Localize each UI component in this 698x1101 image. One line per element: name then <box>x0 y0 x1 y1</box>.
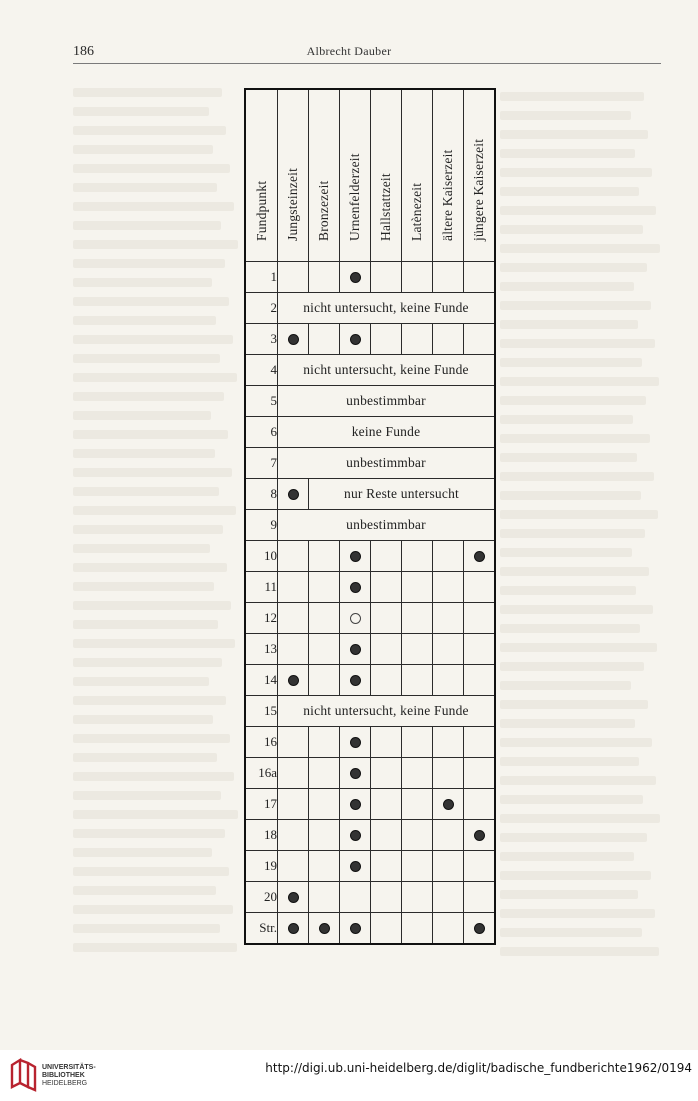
bleed-through-line <box>73 886 216 895</box>
bleed-through-line <box>500 719 635 728</box>
period-cell <box>371 603 402 634</box>
period-cell <box>433 572 464 603</box>
period-cell <box>340 789 371 820</box>
filled-dot-icon <box>288 892 299 903</box>
filled-dot-icon <box>350 582 361 593</box>
period-cell <box>464 541 496 572</box>
period-cell <box>278 479 309 510</box>
fundpunkt-number: 15 <box>245 696 278 727</box>
period-cell <box>402 634 433 665</box>
bleed-through-line <box>73 696 226 705</box>
period-cell <box>464 603 496 634</box>
bleed-through-line <box>73 411 211 420</box>
bleed-through-line <box>500 130 648 139</box>
bleed-through-line <box>500 928 642 937</box>
bleed-through-line <box>73 335 233 344</box>
fundpunkt-number: 17 <box>245 789 278 820</box>
bleed-through-line <box>500 605 653 614</box>
period-cell <box>278 913 309 945</box>
bleed-through-line <box>500 738 652 747</box>
period-cell <box>278 727 309 758</box>
bleed-through-line <box>73 373 237 382</box>
period-cell <box>340 665 371 696</box>
library-name-line3: HEIDELBERG <box>42 1080 88 1087</box>
table-row <box>245 665 495 696</box>
fundpunkt-number: 12 <box>245 603 278 634</box>
column-header <box>371 89 402 262</box>
bleed-through-line <box>73 734 230 743</box>
period-cell <box>464 851 496 882</box>
bleed-through-line <box>500 662 644 671</box>
row-note: unbestimmbar <box>278 510 496 541</box>
column-header <box>309 89 340 262</box>
column-header-label: Jungsteinzeit <box>285 167 300 241</box>
bleed-through-line <box>500 282 634 291</box>
period-cell <box>278 665 309 696</box>
period-cell <box>433 603 464 634</box>
bleed-through-line <box>73 525 223 534</box>
library-name <box>42 1064 96 1088</box>
period-cell <box>402 851 433 882</box>
source-url-link[interactable]: http://digi.ub.uni-heidelberg.de/diglit/badische_fundberichte1962/0194 <box>265 1061 692 1075</box>
table-row <box>245 572 495 603</box>
table-row <box>245 851 495 882</box>
bleed-through-line <box>73 487 219 496</box>
bleed-through-line <box>500 548 632 557</box>
filled-dot-icon <box>350 737 361 748</box>
column-header-label: Fundpunkt <box>253 180 269 241</box>
filled-dot-icon <box>350 334 361 345</box>
table-row <box>245 758 495 789</box>
bleed-through-line <box>500 187 639 196</box>
table-row <box>245 727 495 758</box>
bleed-through-line <box>73 848 212 857</box>
period-cell <box>464 262 496 293</box>
fundpunkt-number: 9 <box>245 510 278 541</box>
row-note: unbestimmbar <box>278 448 496 479</box>
column-header-label: jüngere Kaiserzeit <box>471 138 486 241</box>
filled-dot-icon <box>288 923 299 934</box>
period-cell <box>340 262 371 293</box>
bleed-through-line <box>500 92 644 101</box>
period-cell <box>371 758 402 789</box>
period-cell <box>309 262 340 293</box>
period-cell <box>433 820 464 851</box>
column-header <box>340 89 371 262</box>
period-cell <box>278 851 309 882</box>
period-cell <box>402 262 433 293</box>
bleed-through-line <box>73 867 229 876</box>
period-cell <box>464 913 496 945</box>
period-cell <box>340 541 371 572</box>
bleed-through-line <box>500 776 656 785</box>
period-cell <box>464 789 496 820</box>
fundpunkt-number: 3 <box>245 324 278 355</box>
bleed-through-line <box>500 206 656 215</box>
period-cell <box>433 851 464 882</box>
period-cell <box>278 572 309 603</box>
bleed-through-line <box>73 449 215 458</box>
period-cell <box>371 913 402 945</box>
period-cell <box>371 851 402 882</box>
period-cell <box>433 758 464 789</box>
filled-dot-icon <box>319 923 330 934</box>
bleed-through-line <box>73 202 234 211</box>
period-cell <box>340 758 371 789</box>
column-header-label: Hallstattzeit <box>378 173 393 241</box>
table-row <box>245 293 495 324</box>
bleed-through-line <box>500 700 648 709</box>
bleed-through-line <box>500 909 655 918</box>
bleed-through-line <box>500 225 643 234</box>
table-body <box>245 262 495 945</box>
bleed-through-line <box>73 468 232 477</box>
table-row <box>245 355 495 386</box>
bleed-through-line <box>73 107 209 116</box>
fundpunkt-number: 19 <box>245 851 278 882</box>
period-cell <box>340 634 371 665</box>
bleed-through-line <box>73 430 228 439</box>
period-cell <box>371 324 402 355</box>
fundpunkt-number: 11 <box>245 572 278 603</box>
period-cell <box>278 758 309 789</box>
period-cell <box>402 541 433 572</box>
filled-dot-icon <box>350 861 361 872</box>
bleed-through-line <box>73 715 213 724</box>
period-cell <box>402 758 433 789</box>
period-cell <box>340 820 371 851</box>
bleed-through-line <box>73 259 225 268</box>
period-cell <box>309 851 340 882</box>
period-cell <box>371 262 402 293</box>
bleed-through-line <box>500 320 638 329</box>
bleed-through-line <box>73 126 226 135</box>
fundpunkt-number: Str. <box>245 913 278 945</box>
period-cell <box>433 324 464 355</box>
row-note: nicht untersucht, keine Funde <box>278 696 496 727</box>
period-cell <box>278 789 309 820</box>
footer-bar <box>0 1050 698 1101</box>
fundpunkt-number: 2 <box>245 293 278 324</box>
column-header <box>278 89 309 262</box>
bleed-through-line <box>73 392 224 401</box>
fundpunkt-number: 14 <box>245 665 278 696</box>
table-row <box>245 603 495 634</box>
period-cell <box>402 789 433 820</box>
period-cell <box>464 324 496 355</box>
bleed-through-line <box>73 297 229 306</box>
bleed-through-line <box>500 396 646 405</box>
bleed-through-line <box>500 358 642 367</box>
period-cell <box>464 820 496 851</box>
library-logo-icon <box>8 1057 38 1093</box>
period-cell <box>433 913 464 945</box>
bleed-through-line <box>73 772 234 781</box>
period-cell <box>402 665 433 696</box>
bleed-through-line <box>73 278 212 287</box>
bleed-through-line <box>73 354 220 363</box>
bleed-through-line <box>73 791 221 800</box>
period-cell <box>464 758 496 789</box>
bleed-through-line <box>73 506 236 515</box>
filled-dot-icon <box>350 551 361 562</box>
period-cell <box>309 913 340 945</box>
fundpunkt-number: 13 <box>245 634 278 665</box>
bleed-through-line <box>500 681 631 690</box>
period-cell <box>433 727 464 758</box>
table-row <box>245 386 495 417</box>
bleed-through-line <box>73 582 214 591</box>
filled-dot-icon <box>350 830 361 841</box>
bleed-through-line <box>73 164 230 173</box>
column-header-row <box>245 89 495 262</box>
table-row <box>245 696 495 727</box>
bleed-through-line <box>500 890 638 899</box>
filled-dot-icon <box>474 923 485 934</box>
period-cell <box>309 758 340 789</box>
bleed-through-line <box>73 943 237 952</box>
period-cell <box>464 727 496 758</box>
period-cell <box>402 572 433 603</box>
fundpunkt-number: 6 <box>245 417 278 448</box>
period-cell <box>340 572 371 603</box>
library-name-line2: BIBLIOTHEK <box>42 1072 85 1079</box>
table-row <box>245 820 495 851</box>
bleed-through-line <box>500 244 660 253</box>
period-cell <box>309 789 340 820</box>
page-number: 186 <box>73 44 94 59</box>
filled-dot-icon <box>288 675 299 686</box>
bleed-through-line <box>73 829 225 838</box>
period-cell <box>340 851 371 882</box>
bleed-through-line <box>500 586 636 595</box>
table-row <box>245 789 495 820</box>
period-cell <box>309 634 340 665</box>
table-row <box>245 324 495 355</box>
bleed-through-line <box>73 183 217 192</box>
bleed-through-line <box>500 795 643 804</box>
table-row <box>245 541 495 572</box>
filled-dot-icon <box>350 768 361 779</box>
period-cell <box>340 603 371 634</box>
period-cell <box>464 634 496 665</box>
bleed-through-line <box>73 601 231 610</box>
bleed-through-line <box>500 263 647 272</box>
bleed-through-line <box>500 833 647 842</box>
period-cell <box>309 572 340 603</box>
fundpunkt-number: 18 <box>245 820 278 851</box>
table-row <box>245 448 495 479</box>
bleed-through-line <box>500 567 649 576</box>
bleed-through-line <box>500 453 637 462</box>
bleed-through-line <box>500 643 657 652</box>
fundpunkt-number: 10 <box>245 541 278 572</box>
period-cell <box>371 820 402 851</box>
period-cell <box>464 665 496 696</box>
bleed-through-line <box>500 491 641 500</box>
bleed-through-line <box>73 563 227 572</box>
period-cell <box>371 665 402 696</box>
bleed-through-line <box>73 620 218 629</box>
bleed-through-line <box>500 377 659 386</box>
period-cell <box>371 789 402 820</box>
period-cell <box>402 820 433 851</box>
fundpunkt-number: 5 <box>245 386 278 417</box>
column-header <box>433 89 464 262</box>
bleed-through-line <box>73 658 222 667</box>
bleed-through-line <box>73 639 235 648</box>
bleed-through-line <box>73 316 216 325</box>
filled-dot-icon <box>288 334 299 345</box>
library-name-line1: UNIVERSITÄTS- <box>42 1064 96 1071</box>
column-header <box>245 89 278 262</box>
bleed-through-line <box>73 145 213 154</box>
period-cell <box>402 882 433 913</box>
filled-dot-icon <box>443 799 454 810</box>
period-cell <box>278 541 309 572</box>
fundpunkt-number: 16a <box>245 758 278 789</box>
column-header-label: ältere Kaiserzeit <box>440 149 455 241</box>
filled-dot-icon <box>474 830 485 841</box>
bleed-through-line <box>73 753 217 762</box>
period-cell <box>433 634 464 665</box>
period-cell <box>278 603 309 634</box>
filled-dot-icon <box>350 272 361 283</box>
period-cell <box>278 324 309 355</box>
period-cell <box>278 820 309 851</box>
period-cell <box>371 882 402 913</box>
table-row <box>245 262 495 293</box>
filled-dot-icon <box>350 644 361 655</box>
bleed-through-line <box>500 852 634 861</box>
running-title: Albrecht Dauber <box>306 44 392 58</box>
period-cell <box>433 789 464 820</box>
row-note: unbestimmbar <box>278 386 496 417</box>
period-cell <box>278 634 309 665</box>
bleed-through-line <box>73 810 238 819</box>
period-cell <box>371 634 402 665</box>
bleed-through-line <box>73 924 220 933</box>
bleed-through-line <box>500 339 655 348</box>
finds-table <box>244 88 496 945</box>
period-cell <box>309 603 340 634</box>
hollow-circle-icon <box>350 613 361 624</box>
fundpunkt-number: 4 <box>245 355 278 386</box>
bleed-through-line <box>500 947 659 956</box>
table-row <box>245 634 495 665</box>
row-note: keine Funde <box>278 417 496 448</box>
row-note: nicht untersucht, keine Funde <box>278 293 496 324</box>
period-cell <box>464 882 496 913</box>
bleed-through-line <box>73 677 209 686</box>
period-cell <box>309 541 340 572</box>
table-row <box>245 479 495 510</box>
period-cell <box>464 572 496 603</box>
period-cell <box>340 882 371 913</box>
bleed-through-line <box>500 434 650 443</box>
period-cell <box>309 727 340 758</box>
column-header-label: Latènezeit <box>409 182 424 241</box>
bleed-through-line <box>500 415 633 424</box>
period-cell <box>433 541 464 572</box>
bleed-through-line <box>500 529 645 538</box>
bleed-through-line <box>500 301 651 310</box>
bleed-through-line <box>73 905 233 914</box>
table-row <box>245 510 495 541</box>
period-cell <box>309 665 340 696</box>
column-header <box>464 89 496 262</box>
filled-dot-icon <box>350 799 361 810</box>
column-header <box>402 89 433 262</box>
bleed-through-line <box>500 472 654 481</box>
bleed-through-line <box>500 168 652 177</box>
period-cell <box>340 913 371 945</box>
bleed-through-line <box>500 149 635 158</box>
column-header-label: Bronzezeit <box>316 180 331 241</box>
bleed-through-line <box>500 111 631 120</box>
period-cell <box>371 541 402 572</box>
column-header-label: Urnenfelderzeit <box>347 153 362 241</box>
bleed-through-line <box>73 88 222 97</box>
period-cell <box>402 727 433 758</box>
fundpunkt-number: 20 <box>245 882 278 913</box>
period-cell <box>371 572 402 603</box>
period-cell <box>309 820 340 851</box>
bleed-through-line <box>73 544 210 553</box>
table-row <box>245 882 495 913</box>
period-cell <box>433 882 464 913</box>
fundpunkt-number: 1 <box>245 262 278 293</box>
table-row <box>245 913 495 945</box>
header-rule <box>73 63 661 64</box>
fundpunkt-number: 8 <box>245 479 278 510</box>
filled-dot-icon <box>350 923 361 934</box>
period-cell <box>402 913 433 945</box>
fundpunkt-number: 16 <box>245 727 278 758</box>
period-cell <box>309 882 340 913</box>
period-cell <box>340 324 371 355</box>
bleed-through-line <box>73 240 238 249</box>
period-cell <box>340 727 371 758</box>
fundpunkt-number: 7 <box>245 448 278 479</box>
row-note: nicht untersucht, keine Funde <box>278 355 496 386</box>
bleed-through-line <box>73 221 221 230</box>
bleed-through-line <box>500 510 658 519</box>
period-cell <box>433 665 464 696</box>
filled-dot-icon <box>474 551 485 562</box>
period-cell <box>309 324 340 355</box>
period-cell <box>402 603 433 634</box>
period-cell <box>371 727 402 758</box>
bleed-through-line <box>500 814 660 823</box>
table-row <box>245 417 495 448</box>
period-cell <box>433 262 464 293</box>
period-cell <box>278 262 309 293</box>
bleed-through-line <box>500 624 640 633</box>
filled-dot-icon <box>288 489 299 500</box>
bleed-through-line <box>500 757 639 766</box>
period-cell <box>402 324 433 355</box>
row-note: nur Reste untersucht <box>309 479 496 510</box>
bleed-through-line <box>500 871 651 880</box>
period-cell <box>278 882 309 913</box>
filled-dot-icon <box>350 675 361 686</box>
